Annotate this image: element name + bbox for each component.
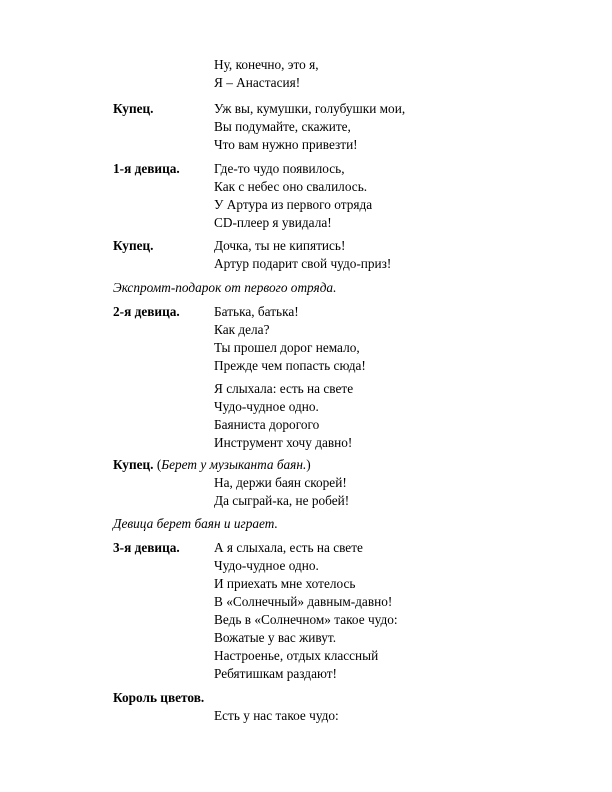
verse-line: Уж вы, кумушки, голубушки мои, bbox=[214, 101, 406, 116]
speaker-with-remark bbox=[113, 457, 311, 473]
verse-line: Ну, конечно, это я, bbox=[214, 57, 319, 72]
verse-line: Баяниста дорогого bbox=[214, 417, 320, 432]
verse-line: Вожатые у вас живут. bbox=[214, 630, 337, 645]
stage-direction: Экспромт-подарок от первого отряда. bbox=[113, 280, 337, 295]
verse-line: Ты прошел дорог немало, bbox=[214, 340, 360, 355]
verse-line: В «Солнечный» давным-давно! bbox=[214, 594, 393, 609]
speaker-label: Король цветов. bbox=[113, 690, 205, 705]
verse-line: Есть у нас такое чудо: bbox=[214, 708, 339, 723]
speaker-label: 3-я девица. bbox=[113, 540, 180, 555]
verse-line: Инструмент хочу давно! bbox=[214, 435, 353, 450]
verse-line: Как с небес оно свалилось. bbox=[214, 179, 368, 194]
speaker-label: Купец. bbox=[113, 101, 154, 116]
verse-line: Я слыхала: есть на свете bbox=[214, 381, 354, 396]
verse-line: Как дела? bbox=[214, 322, 270, 337]
verse-line: А я слыхала, есть на свете bbox=[214, 540, 363, 555]
verse-line: Вы подумайте, скажите, bbox=[214, 119, 351, 134]
speaker-label: Купец. bbox=[113, 238, 154, 253]
verse-line: Где-то чудо появилось, bbox=[214, 161, 345, 176]
verse-line: Что вам нужно привезти! bbox=[214, 137, 358, 152]
verse-line: Чудо-чудное одно. bbox=[214, 558, 319, 573]
verse-line: У Артура из первого отряда bbox=[214, 197, 373, 212]
remark-open-paren: ( bbox=[153, 457, 162, 472]
verse-line: CD-плеер я увидала! bbox=[214, 215, 332, 230]
verse-line: Прежде чем попасть сюда! bbox=[214, 358, 366, 373]
verse-line: На, держи баян скорей! bbox=[214, 475, 347, 490]
verse-line: Дочка, ты не кипятись! bbox=[214, 238, 346, 253]
verse-line: Ребятишкам раздают! bbox=[214, 666, 337, 681]
inline-remark: Берет у музыканта баян. bbox=[161, 457, 307, 472]
speaker-label: 2-я девица. bbox=[113, 304, 180, 319]
verse-line: Артур подарит свой чудо-приз! bbox=[214, 256, 392, 271]
speaker-label: 1-я девица. bbox=[113, 161, 180, 176]
speaker-label: Купец. bbox=[113, 457, 154, 472]
verse-line: И приехать мне хотелось bbox=[214, 576, 356, 591]
verse-line: Чудо-чудное одно. bbox=[214, 399, 319, 414]
verse-line: Да сыграй-ка, не робей! bbox=[214, 493, 350, 508]
verse-line: Настроенье, отдых классный bbox=[214, 648, 379, 663]
verse-line: Батька, батька! bbox=[214, 304, 299, 319]
stage-direction: Девица берет баян и играет. bbox=[113, 516, 278, 531]
verse-line: Ведь в «Солнечном» такое чудо: bbox=[214, 612, 398, 627]
remark-close-paren: ) bbox=[306, 457, 311, 472]
verse-line: Я – Анастасия! bbox=[214, 75, 301, 90]
